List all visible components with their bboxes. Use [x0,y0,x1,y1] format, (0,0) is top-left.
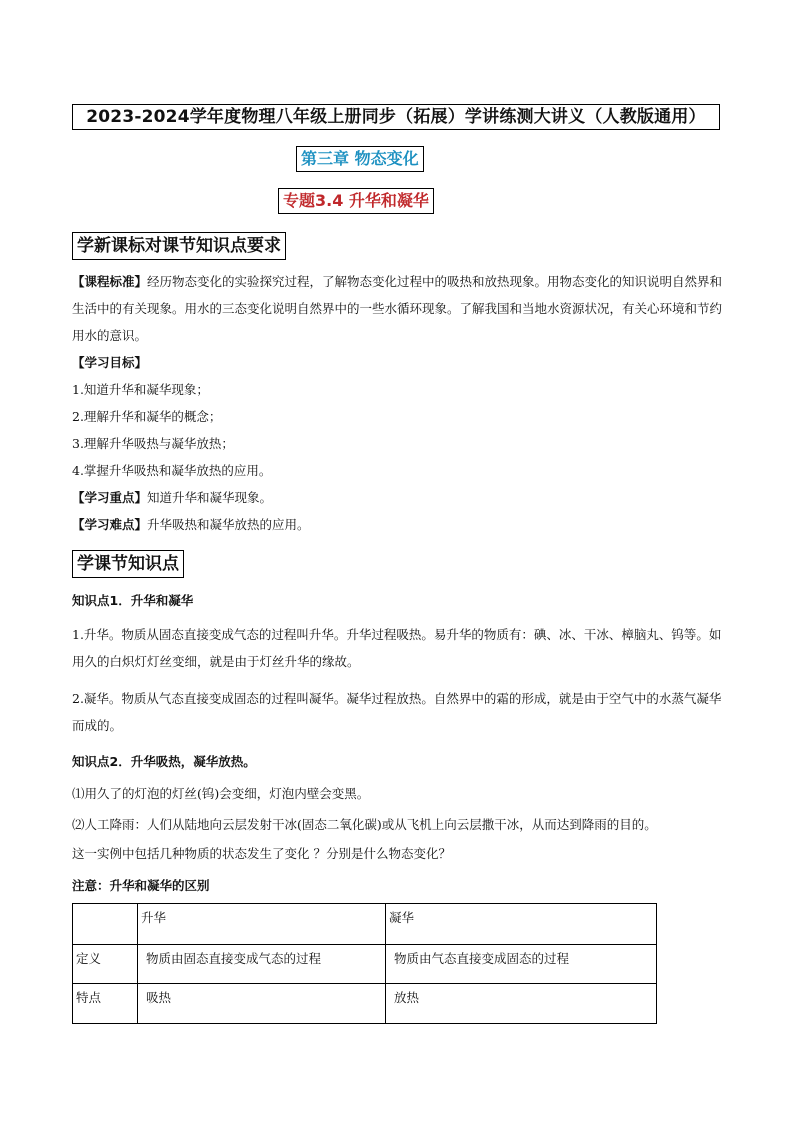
key-points-text: 知道升华和凝华现象。 [147,490,273,505]
goal-item: 2.理解升华和凝华的概念； [72,409,222,424]
knowledge-point-1-title: 知识点1．升华和凝华 [72,593,194,608]
chapter-title: 第三章 物态变化 [296,146,424,172]
table-header-cell [73,904,138,945]
table-header-row [73,904,657,945]
learning-goals-label: 【学习目标】 [72,355,148,370]
topic-title: 专题3.4 升华和凝华 [278,188,434,214]
course-standard-paragraph [72,268,724,349]
example-line-1: ⑴用久了的灯泡的灯丝(钨)会变细，灯泡内壁会变黑。 [72,786,370,801]
table-cell: 物质由气态直接变成固态的过程 [386,945,657,984]
deposition-paragraph: 2.凝华。物质从气态直接变成固态的过程叫凝华。凝华过程放热。自然界中的霜的形成，就是由于空气中的水蒸气凝华而成的。 [72,691,722,733]
key-points-line [72,488,272,508]
goal-item: 3.理解升华吸热与凝华放热； [72,436,234,451]
note-line: 注意：升华和凝华的区别 [72,878,210,893]
sublimation-paragraph: 1.升华。物质从固态直接变成气态的过程叫升华。升华过程吸热。易升华的物质有：碘、冰、干冰、樟脑丸、钨等。如用久的白炽灯灯丝变细，就是由于灯丝升华的缘故。 [72,627,722,669]
section-heading-knowledge: 学课节知识点 [72,550,184,578]
difficulty-text: 升华吸热和凝华放热的应用。 [147,517,310,532]
course-standard-label: 【课程标准】 [72,274,148,289]
goal-item: 4.掌握升华吸热和凝华放热的应用。 [72,463,272,478]
example-line-2: ⑵人工降雨：人们从陆地向云层发射干冰(固态二氧化碳)或从飞机上向云层撒干冰，从而达到降雨的目的。 [72,817,657,832]
goal-item: 1.知道升华和凝华现象； [72,382,209,397]
question-line: 这一实例中包括几种物质的状态发生了变化 ？分别是什么物态变化？ [72,846,451,861]
course-standard-text: 经历物态变化的实验探究过程，了解物态变化过程中的吸热和放热现象。用物态变化的知识说明自然界和生活中的有关现象。用水的三态变化说明自然界中的一些水循环现象。了解我国和当地水资源状况，有关心环境和节约用水的意识。 [72,274,723,343]
table-cell: 吸热 [138,984,386,1024]
table-header-cell: 凝华 [386,904,657,945]
table-row [73,984,657,1024]
difficulty-line [72,515,310,535]
section-heading-requirements: 学新课标对课节知识点要求 [72,232,286,260]
knowledge-point-2-title: 知识点2．升华吸热，凝华放热。 [72,754,256,769]
key-points-label: 【学习重点】 [72,490,148,505]
comparison-table [72,903,657,1024]
table-cell: 物质由固态直接变成气态的过程 [138,945,386,984]
table-header-cell: 升华 [138,904,386,945]
document-title: 2023-2024学年度物理八年级上册同步（拓展）学讲练测大讲义（人教版通用） [72,104,720,130]
table-cell: 定义 [73,945,138,984]
table-cell: 特点 [73,984,138,1024]
table-row [73,945,657,984]
difficulty-label: 【学习难点】 [72,517,148,532]
table-cell: 放热 [386,984,657,1024]
